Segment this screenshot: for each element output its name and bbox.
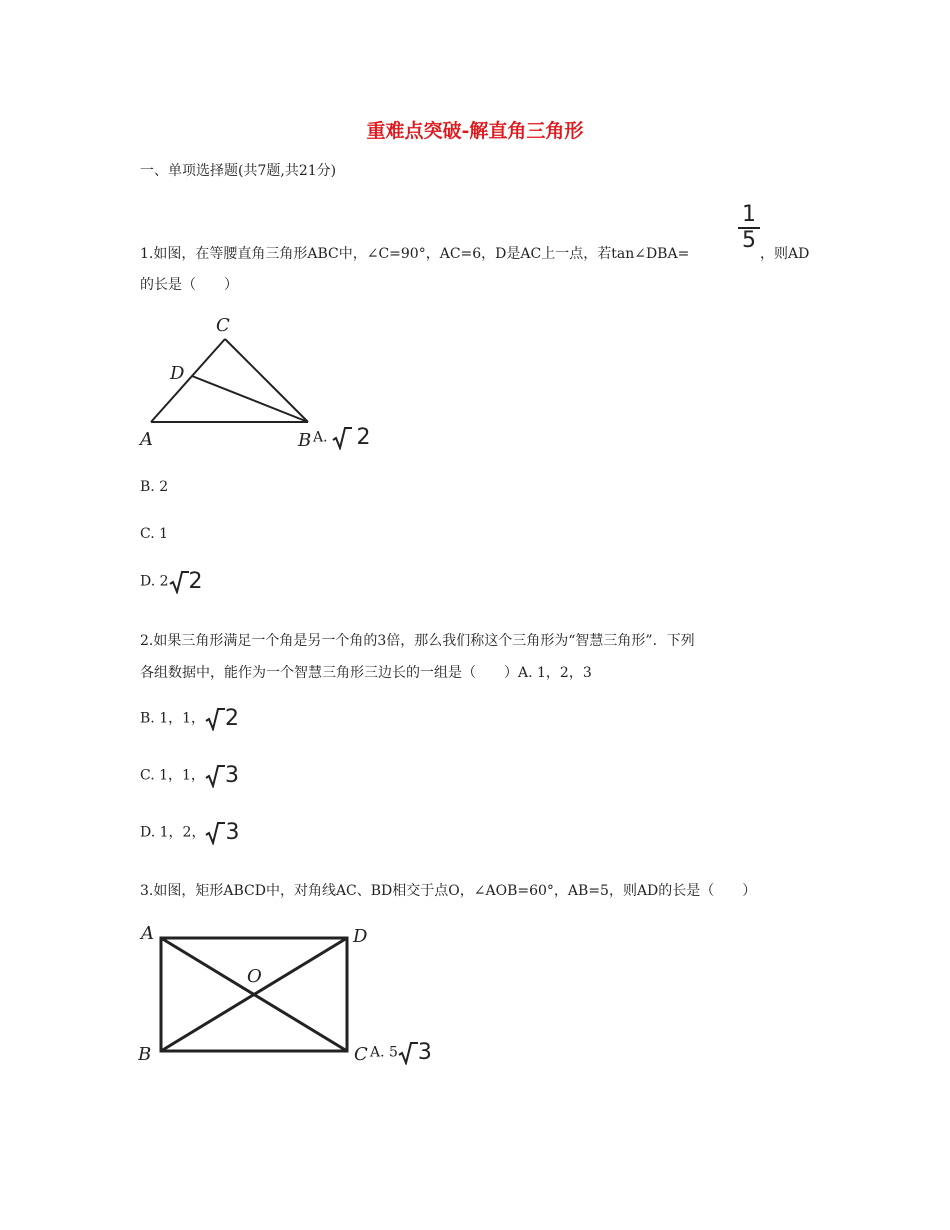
q3-stem: 3.如图，矩形ABCD中，对角线AC、BD相交于点O，∠AOB=60°，AB=5，则AD的长是（ ） (140, 883, 757, 899)
q3-option-a-radicand: 3 (417, 1040, 432, 1065)
fraction-denominator: 5 (742, 228, 756, 253)
q1-stem-line2: 的长是（ ） (140, 277, 238, 293)
q1-triangle-figure (138, 312, 328, 452)
q2-option-b-label: B. 1，1， (140, 710, 206, 727)
label-b: B (138, 1044, 152, 1065)
q1-text-after: ，则AD (760, 246, 810, 262)
q2-stem-line1: 2.如果三角形满足一个角是另一个角的3倍，那么我们称这个三角形为“智慧三角形”．下列 (140, 633, 695, 649)
q1-fraction (738, 204, 760, 252)
label-d: D (170, 363, 185, 384)
q1-option-a-radicand: 2 (356, 425, 371, 450)
sqrt-icon (205, 707, 225, 731)
q3-rectangle-figure (138, 920, 378, 1068)
label-b: B (298, 430, 312, 451)
q1-option-d-radicand: 2 (188, 569, 203, 594)
side-ac (151, 339, 225, 422)
label-d: D (353, 926, 368, 947)
q1-text-before: 1.如图，在等腰直角三角形ABC中，∠C=90°，AC=6，D是AC上一点，若tan∠DBA= (140, 246, 690, 262)
q1-option-b: B. 2 (140, 479, 169, 495)
q2-stem-line2: 各组数据中，能作为一个智慧三角形三边长的一组是（ ）A. 1，2，3 (140, 665, 592, 681)
side-cb (225, 339, 308, 422)
q3-option-a (370, 1040, 432, 1065)
q1-option-d-label: D. 2 (140, 573, 169, 590)
q1-option-c: C. 1 (140, 526, 169, 542)
label-a: A (140, 429, 153, 450)
label-o: O (247, 966, 262, 987)
q1-option-d (140, 569, 203, 594)
sqrt-icon (169, 570, 189, 594)
q2-option-b-radicand: 2 (225, 706, 240, 731)
q1-stem-line1 (140, 243, 689, 263)
segment-db (192, 376, 308, 422)
sqrt-icon (205, 764, 225, 788)
q1-option-a-label: A. (313, 429, 328, 446)
q2-option-d (140, 820, 239, 845)
label-c: C (354, 1044, 368, 1065)
sqrt-icon (205, 821, 225, 845)
sqrt-icon (332, 426, 352, 450)
fraction-numerator: 1 (742, 202, 756, 227)
q2-option-d-radicand: 3 (225, 820, 240, 845)
q2-option-c (140, 763, 239, 788)
q2-option-d-label: D. 1，2， (140, 824, 206, 841)
label-a: A (141, 923, 154, 944)
q1-option-a (313, 425, 370, 450)
section-heading: 一、单项选择题(共7题,共21分) (140, 163, 337, 179)
q2-option-b (140, 706, 239, 731)
q3-option-a-label: A. 5 (370, 1044, 398, 1061)
document-title: 重难点突破-解直角三角形 (366, 120, 584, 142)
q2-option-c-radicand: 3 (224, 763, 239, 788)
label-c: C (216, 315, 230, 336)
sqrt-icon (398, 1041, 418, 1065)
q2-option-c-label: C. 1，1， (140, 767, 205, 784)
